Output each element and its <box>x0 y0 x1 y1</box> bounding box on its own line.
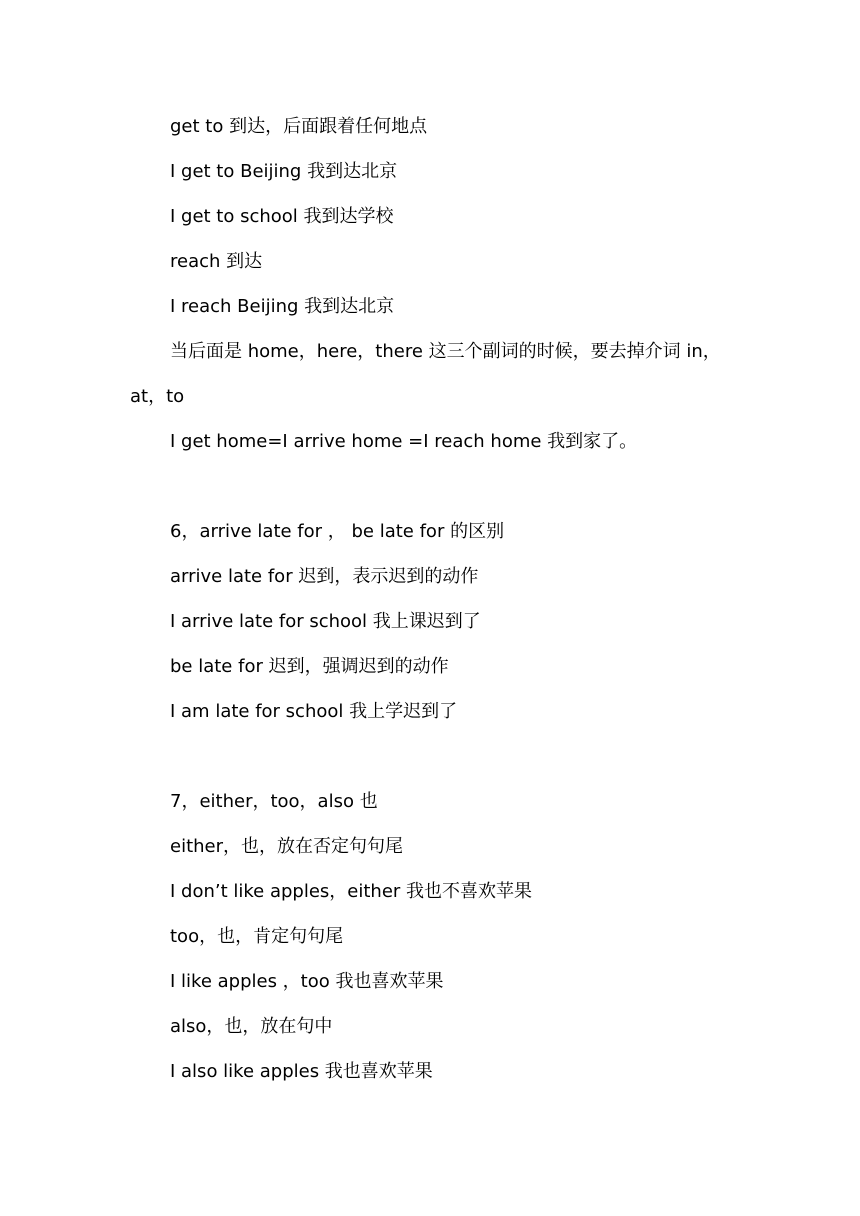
text-line: I like apples ，too 我也喜欢苹果 <box>170 971 444 992</box>
text-line-continuation: at，to <box>130 386 185 407</box>
section-heading: 7，either，too，also 也 <box>170 791 378 812</box>
text-line: I also like apples 我也喜欢苹果 <box>170 1061 433 1082</box>
text-line: 当后面是 home，here，there 这三个副词的时候，要去掉介词 in， <box>170 341 721 362</box>
text-line: I reach Beijing 我到达北京 <box>170 296 395 317</box>
text-line: I don’t like apples，either 我也不喜欢苹果 <box>170 881 533 902</box>
text-line: get to 到达，后面跟着任何地点 <box>170 116 428 137</box>
text-line: I am late for school 我上学迟到了 <box>170 701 458 722</box>
text-line: be late for 迟到，强调迟到的动作 <box>170 656 449 677</box>
text-line: reach 到达 <box>170 251 263 272</box>
text-line: either，也，放在否定句句尾 <box>170 836 404 857</box>
section-heading: 6，arrive late for ， be late for 的区别 <box>170 521 505 542</box>
text-line: I get to Beijing 我到达北京 <box>170 161 398 182</box>
text-line: too，也，肯定句句尾 <box>170 926 344 947</box>
text-line: also，也，放在句中 <box>170 1016 333 1037</box>
text-line: I arrive late for school 我上课迟到了 <box>170 611 481 632</box>
text-line: I get home=I arrive home =I reach home 我到家了。 <box>170 431 638 452</box>
text-line: I get to school 我到达学校 <box>170 206 394 227</box>
text-line: arrive late for 迟到，表示迟到的动作 <box>170 566 479 587</box>
